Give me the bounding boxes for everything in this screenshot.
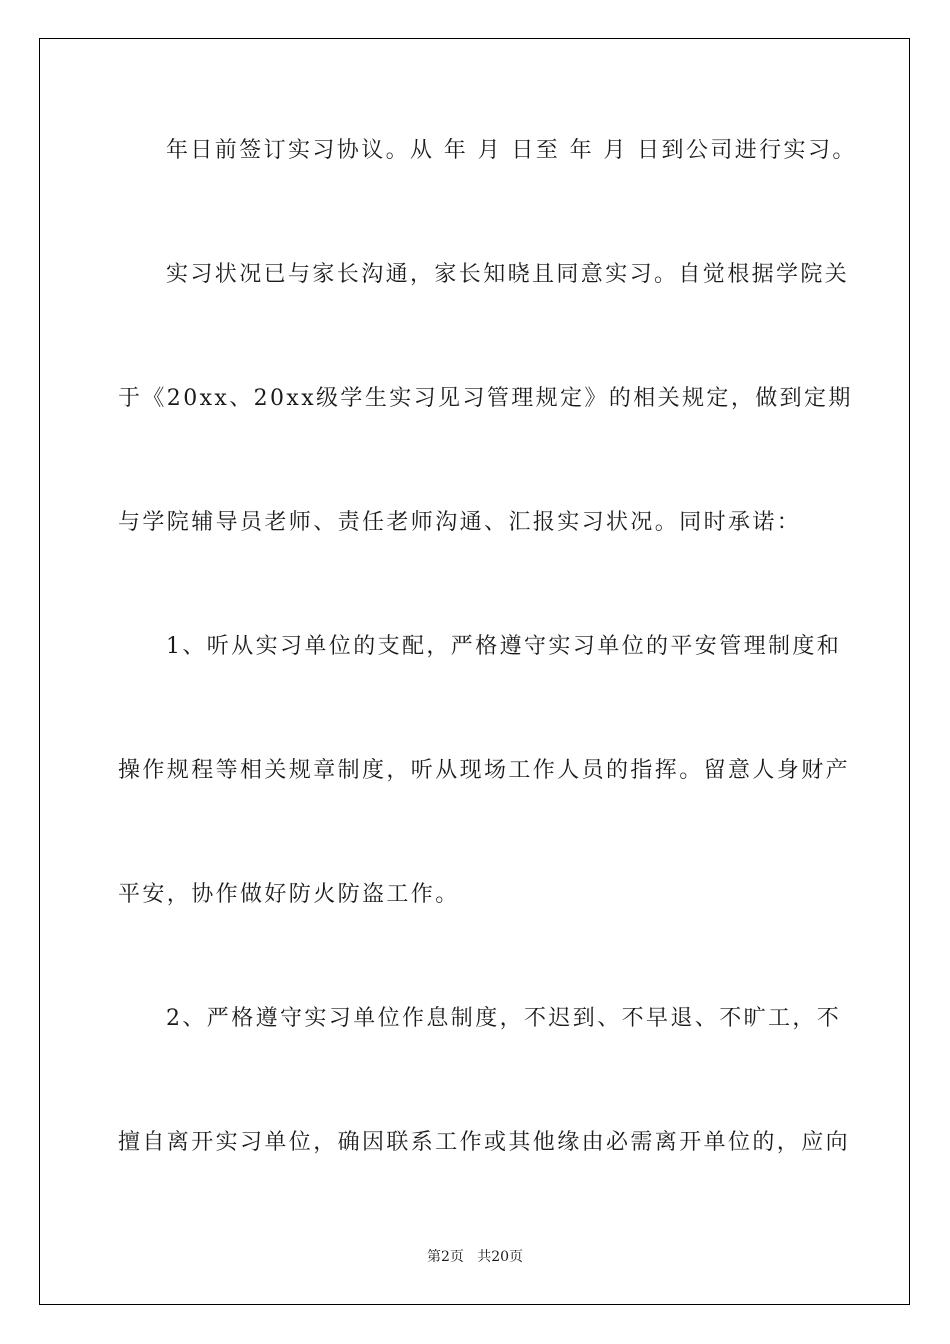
body-line-5: 1、听从实习单位的支配，严格遵守实习单位的平安管理制度和 — [166, 634, 842, 659]
body-line-9: 擅自离开实习单位，确因联系工作或其他缘由必需离开单位的，应向 — [118, 1130, 851, 1155]
page-number: 第2页 共20页 — [426, 1249, 524, 1265]
body-line-6: 操作规程等相关规章制度，听从现场工作人员的指挥。留意人身财产 — [118, 758, 851, 783]
body-line-3: 于《20xx、20xx级学生实习见习管理规定》的相关规定，做到定期 — [118, 386, 853, 411]
body-line-4: 与学院辅导员老师、责任老师沟通、汇报实习状况。同时承诺： — [118, 510, 802, 535]
body-line-8: 2、严格遵守实习单位作息制度，不迟到、不早退、不旷工，不 — [166, 1006, 842, 1031]
body-line-2: 实习状况已与家长沟通，家长知晓且同意实习。自觉根据学院关 — [166, 262, 850, 287]
body-line-1: 年日前签订实习协议。从 年 月 日至 年 月 日到公司进行实习。 — [166, 138, 857, 163]
page-border — [39, 38, 910, 1305]
body-line-7: 平安，协作做好防火防盗工作。 — [118, 882, 460, 907]
